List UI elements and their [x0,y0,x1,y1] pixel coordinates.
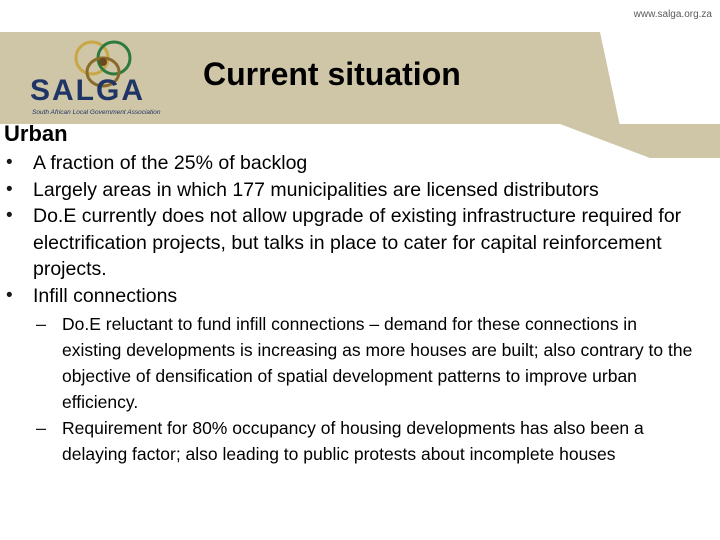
dash-icon: – [36,418,47,438]
bullet-dot-icon: • [6,205,13,226]
sub-bullet-text: Do.E reluctant to fund infill connections – demand for these connections in existing developments is increasing as more houses are built; also contrary to the objective of densification of spatial development patterns to improve urban efficiency. [62,314,693,412]
website-url: www.salga.org.za [633,9,712,20]
slide-title: Current situation [203,56,461,92]
sub-bullet-item [0,311,708,415]
bullet-text: Infill connections [33,284,178,307]
bullet-item [0,283,720,468]
bullet-item [0,203,720,283]
section-heading: Urban [4,121,68,146]
bullet-dot-icon: • [6,284,13,306]
sub-bullet-item [0,415,708,467]
sub-bullet-list [0,311,708,467]
salga-logo [28,36,188,120]
salga-emblem-icon [28,36,188,120]
bullet-list [0,150,720,467]
dash-icon: – [36,314,47,334]
bullet-dot-icon: • [6,178,13,200]
bullet-text: A fraction of the 25% of backlog [33,152,308,174]
sub-bullet-text: Requirement for 80% occupancy of housing developments has also been a delaying factor; also leading to public protests about incomplete houses [62,418,644,464]
bullet-text: Do.E currently does not allow upgrade of existing infrastructure required for electrification projects, but talks in place to cater for capital reinforcement projects. [33,205,682,280]
bullet-item [0,177,720,204]
bullet-dot-icon: • [6,152,13,173]
bullet-text: Largely areas in which 177 municipalities are licensed distributors [33,178,599,201]
bullet-item [0,150,720,177]
svg-text:South African Local Government: South African Local Government Association [32,109,161,116]
svg-text:SALGA: SALGA [30,74,145,107]
